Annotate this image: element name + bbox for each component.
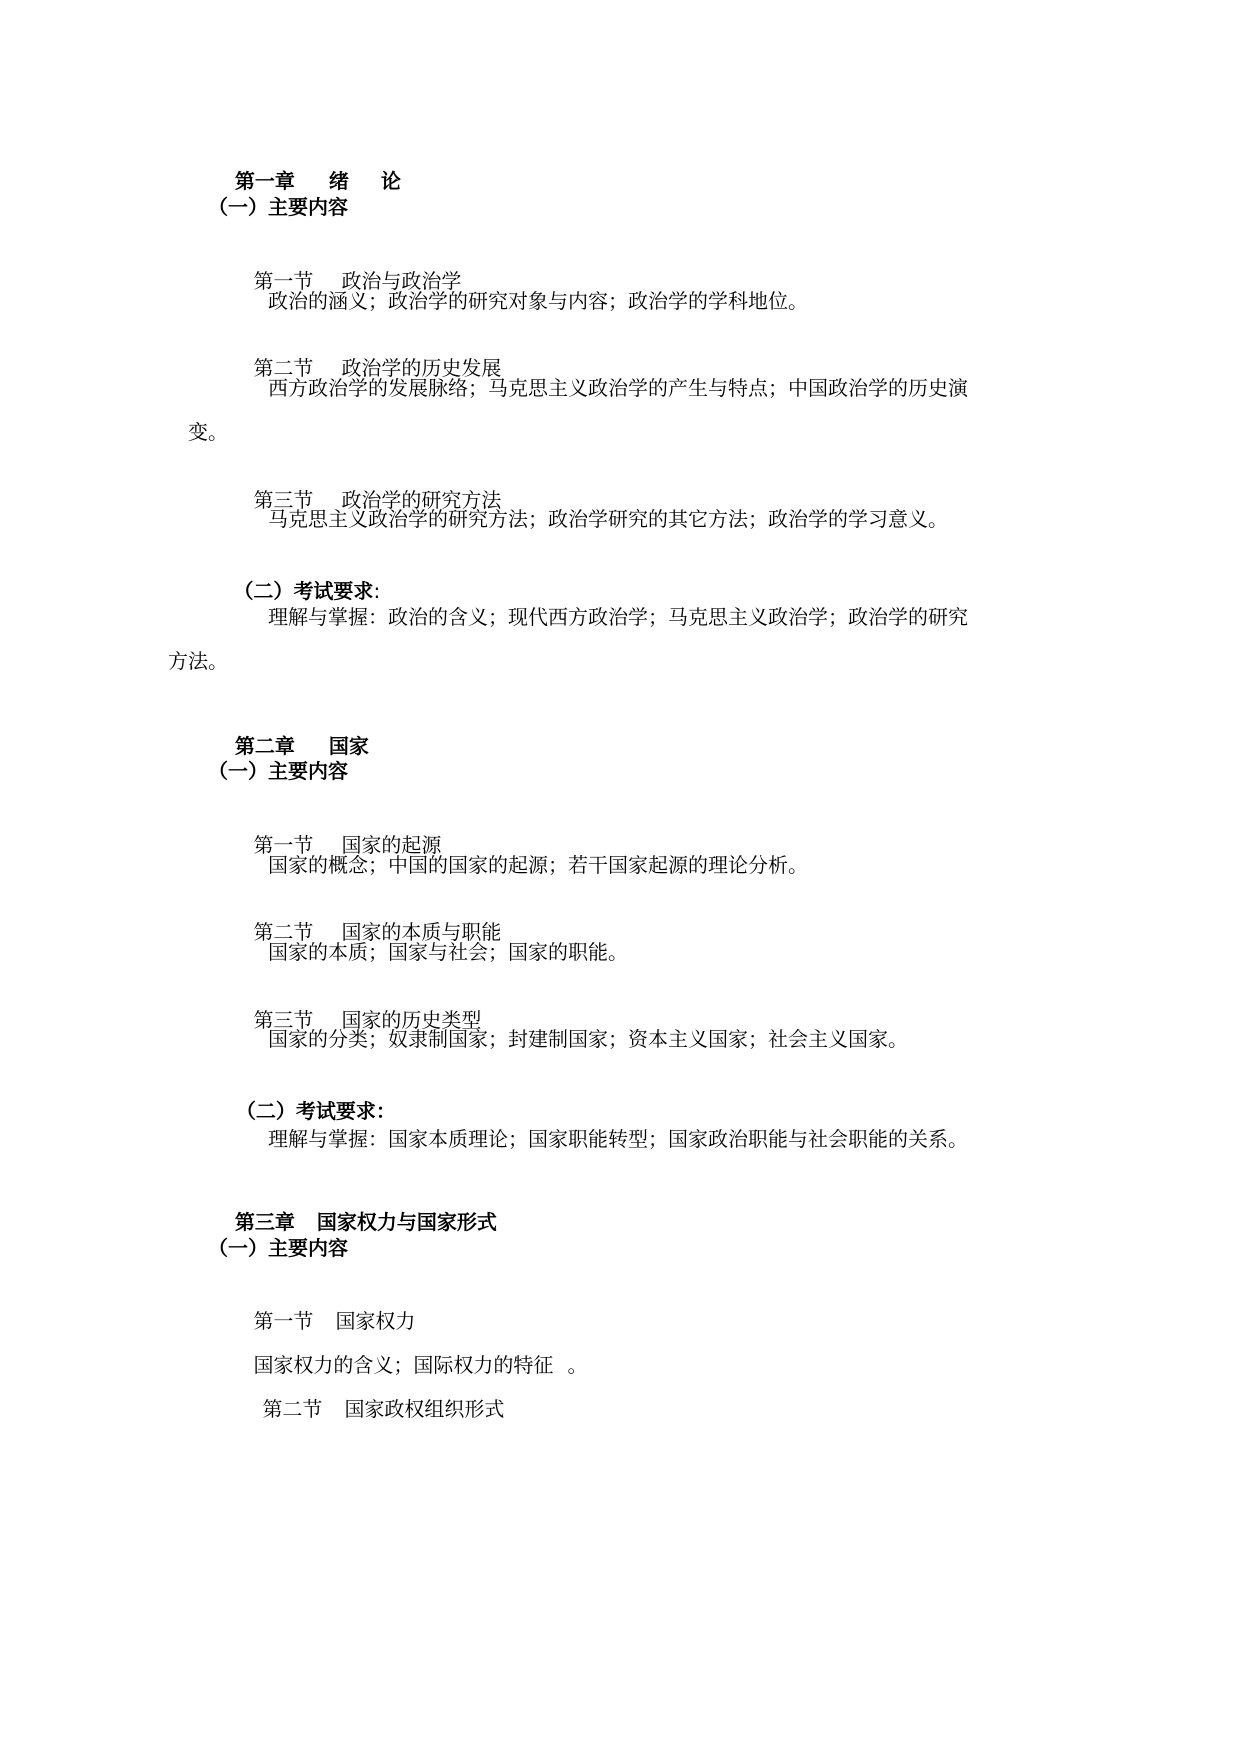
chapter-3-number: 第三章 xyxy=(234,1210,295,1234)
exam-heading-colon: : xyxy=(373,579,381,603)
section-title: 国家的起源 xyxy=(341,833,442,857)
chapter-1-section-2-content-line-2: 变。 xyxy=(188,420,228,444)
section-number: 第二节 xyxy=(253,356,314,380)
chapter-3-main-content-heading: （一）主要内容 xyxy=(208,1236,348,1260)
chapter-3-name: 国家权力与国家形式 xyxy=(316,1210,497,1234)
section-title: 国家权力 xyxy=(335,1309,416,1333)
exam-heading-prefix: （二） xyxy=(235,1099,296,1123)
chapter-2-section-3-content: 国家的分类；奴隶制国家；封建制国家；资本主义国家；社会主义国家。 xyxy=(268,1027,908,1051)
exam-heading-prefix: （二） xyxy=(233,579,294,603)
section-content-main: 国家权力的含义；国际权力的特征 xyxy=(253,1353,554,1377)
section-title: 国家的本质与职能 xyxy=(341,920,502,944)
chapter-3-section-2-heading xyxy=(237,1373,504,1445)
chapter-1-section-1-content: 政治的涵义；政治学的研究对象与内容；政治学的学科地位。 xyxy=(268,289,808,313)
section-title: 政治学的研究方法 xyxy=(341,488,502,512)
chapter-2-exam-requirement: 理解与掌握：国家本质理论；国家职能转型；国家政治职能与社会职能的关系。 xyxy=(268,1127,968,1151)
chapter-2-main-content-heading: （一）主要内容 xyxy=(208,759,348,783)
section-number: 第一节 xyxy=(253,1309,314,1333)
section-number: 第二节 xyxy=(262,1397,323,1421)
chapter-2-number: 第二章 xyxy=(234,734,295,758)
chapter-1-name: 绪 论 xyxy=(328,169,407,193)
exam-heading-text: 考试要求 xyxy=(293,579,374,603)
chapter-2-section-1-content: 国家的概念；中国的国家的起源；若干国家起源的理论分析。 xyxy=(268,853,808,877)
section-title: 政治与政治学 xyxy=(341,269,462,293)
section-title: 国家的历史类型 xyxy=(341,1008,482,1032)
chapter-1-section-2-content-line-1: 西方政治学的发展脉络；马克思主义政治学的产生与特点；中国政治学的历史演 xyxy=(268,376,968,400)
chapter-2-name: 国家 xyxy=(328,734,369,758)
section-number: 第二节 xyxy=(253,920,314,944)
chapter-2-section-2-content: 国家的本质；国家与社会；国家的职能。 xyxy=(268,940,628,964)
chapter-1-exam-requirement-line-2: 方法。 xyxy=(168,649,228,673)
chapter-1-section-3-content: 马克思主义政治学的研究方法；政治学研究的其它方法；政治学的学习意义。 xyxy=(268,507,948,531)
chapter-1-number: 第一章 xyxy=(234,169,295,193)
section-content-end: 。 xyxy=(567,1353,588,1377)
section-number: 第三节 xyxy=(253,488,314,512)
chapter-1-exam-requirement-line-1: 理解与掌握：政治的含义；现代西方政治学；马克思主义政治学；政治学的研究 xyxy=(268,605,968,629)
section-title: 国家政权组织形式 xyxy=(344,1397,505,1421)
exam-heading-text: 考试要求： xyxy=(295,1099,396,1123)
section-number: 第一节 xyxy=(253,269,314,293)
section-number: 第一节 xyxy=(253,833,314,857)
section-number: 第三节 xyxy=(253,1008,314,1032)
section-title: 政治学的历史发展 xyxy=(341,356,502,380)
chapter-1-main-content-heading: （一）主要内容 xyxy=(208,195,348,219)
